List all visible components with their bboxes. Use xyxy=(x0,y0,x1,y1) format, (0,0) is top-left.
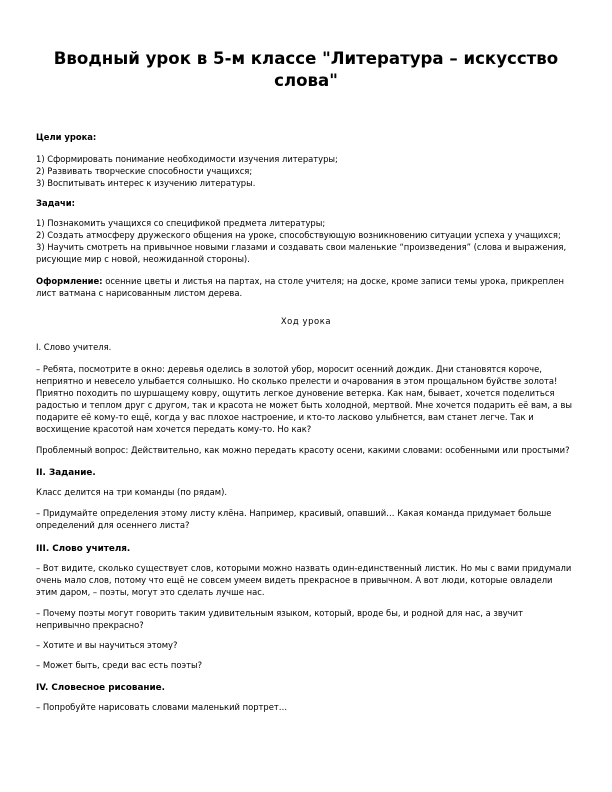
section-1-title: I. Слово учителя. xyxy=(36,342,112,352)
section-4-paragraph: – Попробуйте нарисовать словами маленький портрет… xyxy=(36,702,288,712)
task-item: 1) Познакомить учащихся со спецификой предмета литературы; xyxy=(36,218,326,228)
goal-item: 3) Воспитывать интерес к изучению литературы. xyxy=(36,178,256,188)
tasks-list xyxy=(36,217,576,265)
problem-question: Проблемный вопрос: Действительно, как можно передать красоту осени, какими словами: особенными или простыми? xyxy=(36,445,570,455)
goals-list xyxy=(36,153,576,189)
section-3-paragraph: – Вот видите, сколько существует слов, которыми можно назвать один-единственный листик. Но мы с вами придумали очень мало слов, потому что ещё не совсем умеем видеть прекрасное в привычном. А вот люди, которые овладели этим даром, – поэты, могут это сделать лучше нас. xyxy=(36,563,572,597)
design-text: осенние цветы и листья на партах, на столе учителя; на доске, кроме записи темы урока, прикреплен лист ватмана с нарисованным листом дерева. xyxy=(36,276,564,298)
section-4-title: IV. Словесное рисование. xyxy=(36,683,165,693)
document-body xyxy=(36,128,576,713)
document-title: Вводный урок в 5-м классе "Литература – искусство слова" xyxy=(53,49,559,90)
goal-item: 2) Развивать творческие способности учащихся; xyxy=(36,166,253,176)
task-item: 2) Создать атмосферу дружеского общения на уроке, способствующую возникновению ситуации успеха у учащихся; xyxy=(36,230,561,240)
task-item: 3) Научить смотреть на привычное новыми глазами и создавать свои маленькие “произведения” (слова и выражения, рисующие мир с новой, неожиданной стороны). xyxy=(36,242,567,264)
tasks-label: Задачи: xyxy=(36,198,75,208)
section-3-paragraph: – Хотите и вы научиться этому? xyxy=(36,640,178,650)
design-label: Оформление: xyxy=(36,276,103,286)
section-3-paragraph: – Почему поэты могут говорить таким удивительным языком, который, вроде бы, и родной для нас, а звучит непривычно прекрасно? xyxy=(36,608,523,630)
goal-item: 1) Сформировать понимание необходимости изучения литературы; xyxy=(36,154,338,164)
section-3-paragraph: – Может быть, среди вас есть поэты? xyxy=(36,660,203,670)
section-2-paragraph: – Придумайте определения этому листу клёна. Например, красивый, опавший… Какая команда придумает больше определений для осеннего листа? xyxy=(36,508,552,530)
lesson-heading: Ход урока xyxy=(280,316,332,326)
section-1-paragraph: – Ребята, посмотрите в окно: деревья оделись в золотой убор, моросит осенний дождик. Дни становятся короче, неприятно и невесело улыбается солнышко. Но сколько прелести и очарования в этом прощальном буйстве золота! Приятно походить по шуршащему ковру, ощутить легкое дуновение ветерка. Как нам, бывает, хочется поделиться радостью и теплом друг с другом, так и красота не может быть холодной, мертвой. Мне хочется подарить её вам, а вы подарите её кому-то ещё, когда у вас плохое настроение, и кто-то ласково улыбнется, вам станет легче. Так и восхищение красотой нам хочется передать кому-то. Но как? xyxy=(36,364,573,434)
section-2-paragraph: Класс делится на три команды (по рядам). xyxy=(36,487,228,497)
design-paragraph xyxy=(36,275,576,299)
goals-label: Цели урока: xyxy=(36,132,97,142)
section-3-title: III. Слово учителя. xyxy=(36,544,131,554)
section-2-title: II. Задание. xyxy=(36,468,96,478)
